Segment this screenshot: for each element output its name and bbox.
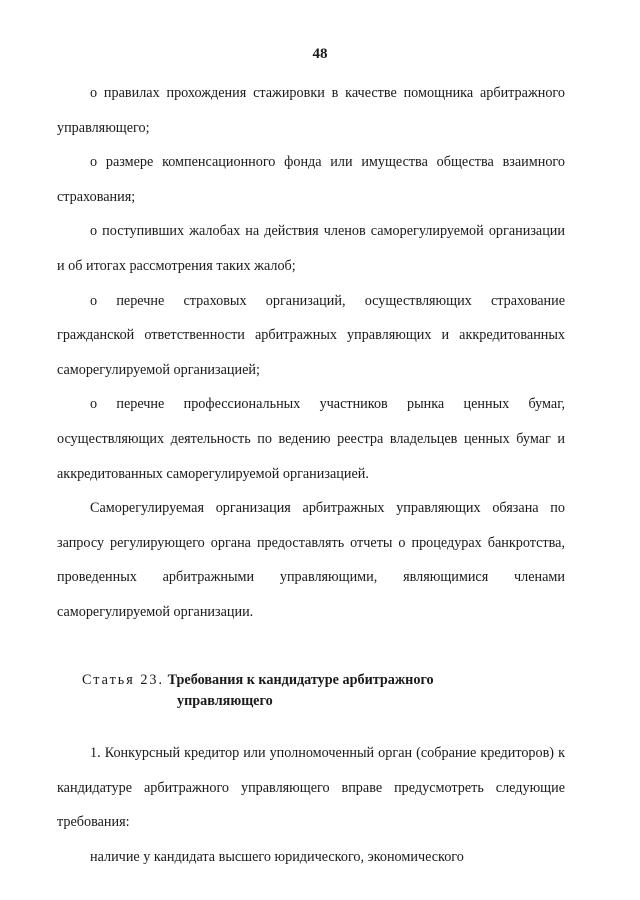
paragraph-reports-obligation: Саморегулируемая организация арбитражных управляющих обязана по запросу регулирующего органа предоставлять отчеты о процедурах банкротства, проведенных арбитражными управляющими, являющимися членами саморегулируемой организации. [57,500,565,620]
paragraph-complaints: о поступивших жалобах на действия членов саморегулируемой организации и об итогах рассмотрения таких жалоб; [57,223,565,274]
paragraph-creditor-requirements: 1. Конкурсный кредитор или уполномоченный орган (собрание кредиторов) к кандидатуре арбитражного управляющего вправе предусмотреть следующие требования: [57,745,565,831]
article-title-line1: Требования к кандидатуре арбитражного [167,672,434,688]
paragraph-insurance-organizations: о перечне страховых организаций, осуществляющих страхование гражданской ответственности арбитражных управляющих и аккредитованных саморегулируемой организацией; [57,292,565,378]
article-heading [82,670,552,712]
paragraph-securities-participants: о перечне профессиональных участников рынка ценных бумаг, осуществляющих деятельность по ведению реестра владельцев ценных бумаг и аккредитованных саморегулируемой организацией. [57,396,565,482]
paragraph-internship: о правилах прохождения стажировки в качестве помощника арбитражного управляющего; [57,85,565,136]
article-body [57,736,565,874]
body-text-block [57,76,565,630]
paragraph-education-requirement: наличие у кандидата высшего юридического, экономического [90,848,464,865]
article-number: Статья 23. [82,672,165,688]
article-title-line2: управляющего [177,693,273,709]
paragraph-compensation-fund: о размере компенсационного фонда или имущества общества взаимного страхования; [57,154,565,205]
page-number: 48 [312,46,328,62]
